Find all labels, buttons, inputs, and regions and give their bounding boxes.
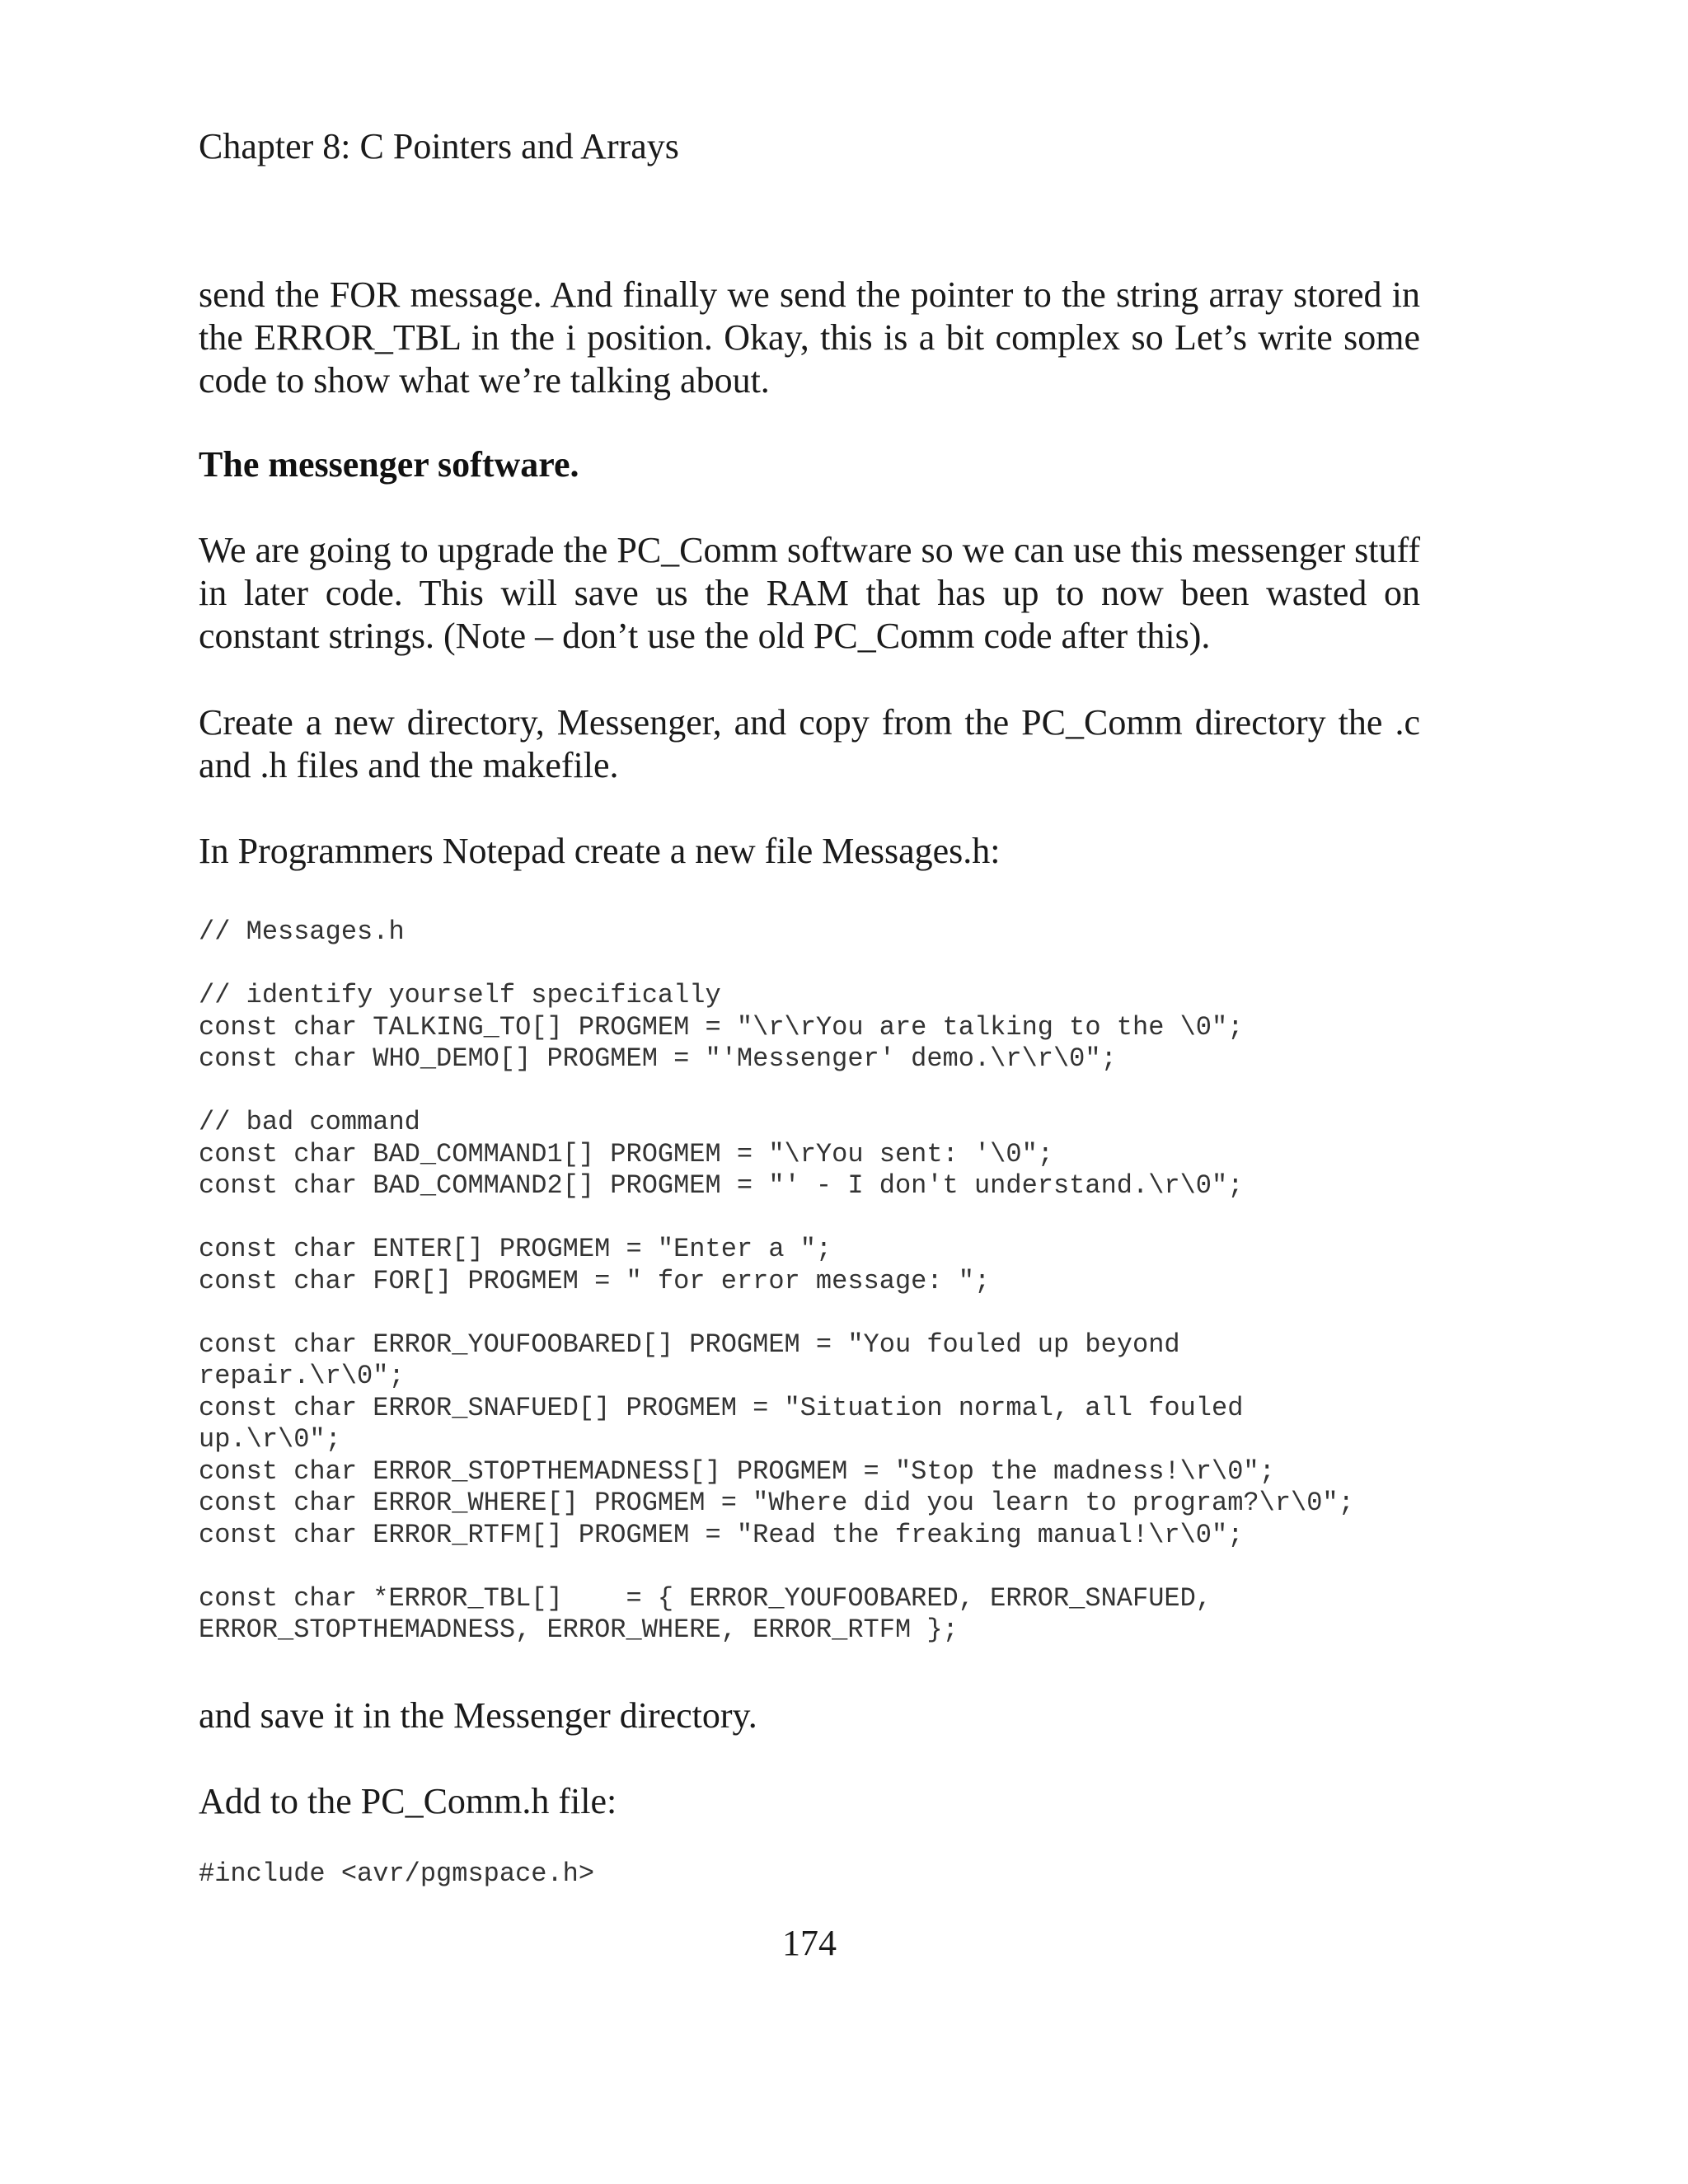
page-number: 174 — [782, 1923, 837, 1963]
section-heading: The messenger software. — [199, 444, 579, 485]
code-block-messages-h: // Messages.h // identify yourself specifically const char TALKING_TO[] PROGMEM = "\r\rYou are talking to the \0"; const char WHO_DEMO[] PROGMEM = "'Messenger' demo.\r\r\0"; // bad command const char BAD_COMMAND1[] PROGMEM = "\rYou sent: '\0"; const char BAD_COMMAND2[] PROGMEM = "' - I don't understand.\r\0"; const char ENTER[] PROGMEM = "Enter a "; const char FOR[] PROGMEM = " for error message: "; const char ERROR_YOUFOOBARED[] PROGMEM = "You fouled up beyond repair.\r\0"; const char ERROR_SNAFUED[] PROGMEM = "Situation normal, all fouled up.\r\0"; const char ERROR_STOPTHEMADNESS[] PROGMEM = "Stop the madness!\r\0"; const char ERROR_WHERE[] PROGMEM = "Where did you learn to program?\r\0"; const char ERROR_RTFM[] PROGMEM = "Read the freaking manual!\r\0"; const char *ERROR_TBL[] = { ERROR_YOUFOOBARED, ERROR_SNAFUED, ERROR_STOPTHEMADNESS, ERROR_WHERE, ERROR_RTFM }; — [199, 916, 1354, 1645]
document-page — [199, 0, 1420, 2184]
paragraph-save: and save it in the Messenger directory. — [199, 1695, 757, 1736]
paragraph-upgrade: We are going to upgrade the PC_Comm software so we can use this messenger stuff in later code. This will save us the RAM that has up to now been wasted on constant strings. (Note – don’t use the old PC_Comm code after this). — [199, 530, 1420, 656]
paragraph-add-to-file: Add to the PC_Comm.h file: — [199, 1781, 617, 1821]
paragraph-create-directory: Create a new directory, Messenger, and copy from the PC_Comm directory the .c and .h files and the makefile. — [199, 702, 1420, 785]
chapter-header: Chapter 8: C Pointers and Arrays — [199, 126, 679, 166]
code-include-line: #include <avr/pgmspace.h> — [199, 1858, 595, 1889]
paragraph-new-file: In Programmers Notepad create a new file Messages.h: — [199, 831, 1001, 871]
paragraph-intro: send the FOR message. And finally we send the pointer to the string array stored in the ERROR_TBL in the i position. Okay, this is a bit complex so Let’s write some code to show what we’re talking about. — [199, 274, 1420, 401]
